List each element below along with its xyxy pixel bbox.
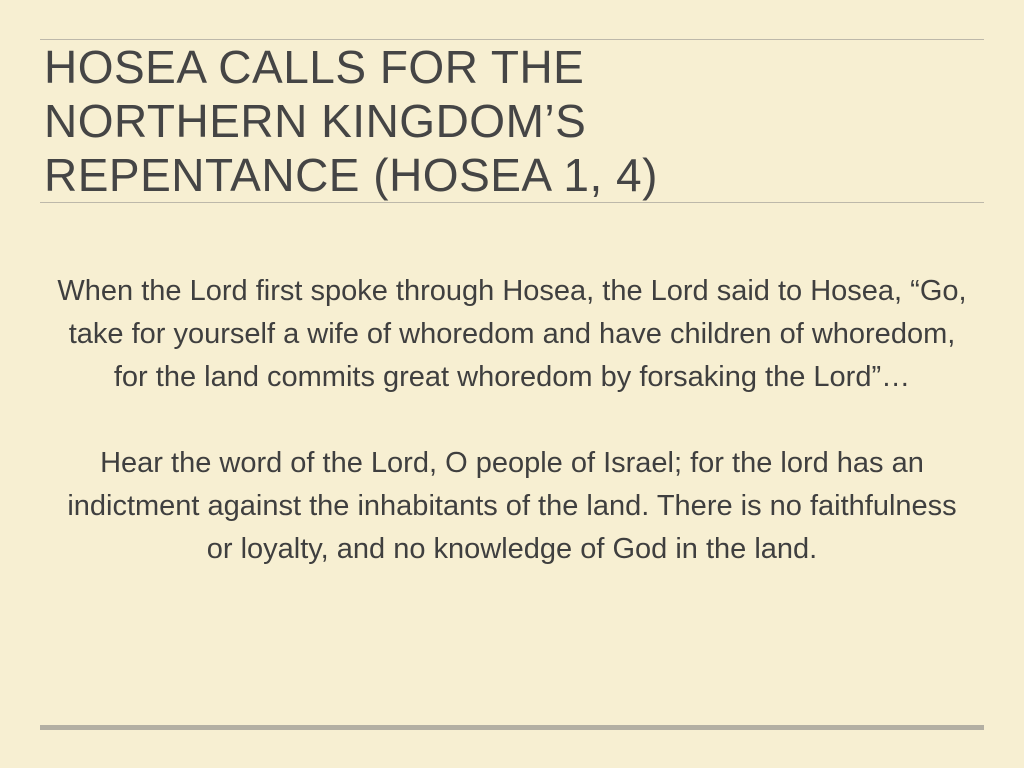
title-line-1: HOSEA CALLS FOR THE bbox=[44, 41, 585, 93]
slide-title bbox=[44, 40, 944, 202]
slide-body bbox=[52, 270, 972, 571]
paragraph-hosea-4: Hear the word of the Lord, O people of Israel; for the lord has an indictment against the inhabitants of the land. There is no faithfulness or loyalty, and no knowledge of God in the land. bbox=[67, 447, 957, 565]
bottom-divider bbox=[40, 725, 984, 730]
title-divider bbox=[40, 202, 984, 203]
title-line-2: NORTHERN KINGDOM’S bbox=[44, 95, 587, 147]
paragraph-hosea-1: When the Lord first spoke through Hosea, the Lord said to Hosea, “Go, take for yourself a wife of whoredom and have children of whoredom, for the land commits great whoredom by forsaking the Lord”… bbox=[57, 275, 967, 393]
title-line-3: REPENTANCE (HOSEA 1, 4) bbox=[44, 149, 658, 201]
